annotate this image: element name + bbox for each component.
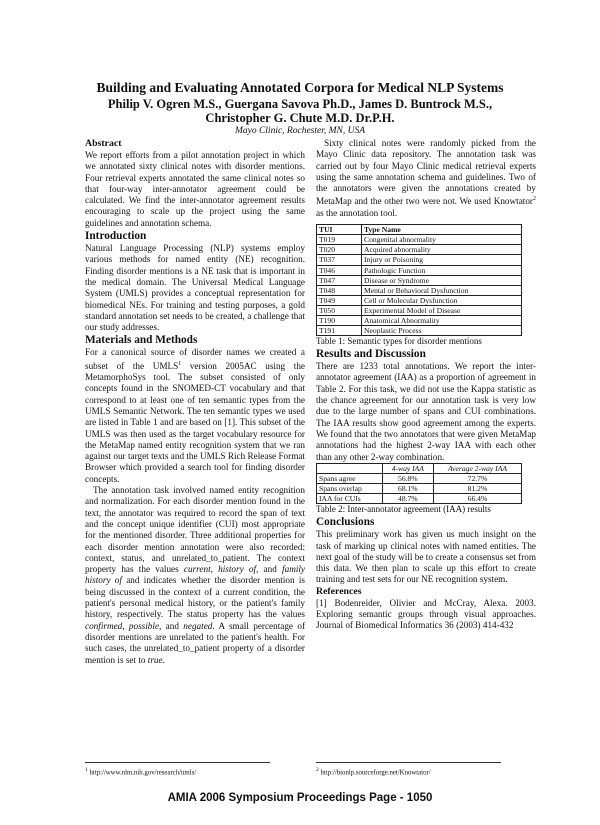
table-cell: Pathologic Function: [362, 265, 522, 275]
table-cell: T191: [317, 326, 362, 336]
table-cell: T049: [317, 295, 362, 305]
table-cell: T050: [317, 305, 362, 315]
table-cell: T037: [317, 255, 362, 265]
author-list: Philip V. Ogren M.S., Guergana Savova Ph.D., James D. Buntrock M.S., Christopher G. Chute M.D. Dr.P.H.: [107, 97, 493, 125]
table-header-cell: TUI: [317, 225, 362, 235]
table-row: [317, 265, 522, 275]
table-row: [317, 326, 522, 336]
table1-caption: Table 1: Semantic types for disorder mentions: [316, 336, 482, 347]
table-header-row: [317, 463, 522, 473]
table-cell: Mental or Behavioral Dysfunction: [362, 285, 522, 295]
table-row: [317, 275, 522, 285]
table-cell: 81.2%: [433, 484, 521, 494]
table-cell: Neoplastic Process: [362, 326, 522, 336]
table-cell: Experimental Model of Disease: [362, 305, 522, 315]
table-header-cell: Type Name: [362, 225, 522, 235]
table-header-row: [317, 225, 522, 235]
table-row: [317, 295, 522, 305]
table-cell: T046: [317, 265, 362, 275]
conclusions-heading: Conclusions: [316, 516, 375, 529]
table-cell: T019: [317, 235, 362, 245]
abstract-text: We report efforts from a pilot annotation project in which we annotated sixty clinical notes with disorder mentions. Four retrieval experts annotated the same clinical notes so that four-way inter-annotator agreement could be calculated. We find the inter-annotator agreement results encouraging to scale up the project using the same guidelines and annotation schema.: [85, 150, 305, 228]
table-header-cell: [317, 463, 383, 473]
introduction-text: Natural Language Processing (NLP) systems employ various methods for named entity (NE) recognition. Finding disorder mentions is a NE task that is important in the medical domain. The Universal Medical Language System (UMLS) provides a conceptual representation for biomedical NEs. For training and testing purposes, a gold standard annotation set needs to be created, a challenge that our study addresses.: [85, 243, 305, 333]
table-cell: Cell or Molecular Dysfunction: [362, 295, 522, 305]
table-cell: Acquired abnormality: [362, 245, 522, 255]
affiliation: Mayo Clinic, Rochester, MN, USA: [234, 126, 366, 136]
table-cell: Congenital abnormality: [362, 235, 522, 245]
table-row: [317, 285, 522, 295]
table-row: [317, 235, 522, 245]
footnote-ref-1: 1: [178, 360, 182, 367]
table-cell: IAA for CUIs: [317, 494, 383, 504]
results-text: There are 1233 total annotations. We report the inter-annotator agreement (IAA) as a proportion of agreement in Table 2. For this task, we did not use the Kappa statistic as the chance agreement for our annotation task is very low due to the large number of spans and CUI combinations. The IAA results show good agreement among the experts. We found that the two annotators that were given MetaMap annotations had the highest 2-way IAA with each other than any other 2-way combination.: [316, 361, 536, 462]
methods-paragraph-1: For a canonical source of disorder names we created a subset of the UMLS$^1$ version 2005AC using the MetamorphoSys tool. The subset consisted of only concepts found in the SNOMED-CT vocabulary and that correspond to at least one of ten semantic types from the UMLS Semantic Network. The ten semantic types we used are listed in Table 1 and are based on [1]. This subset of the UMLS was then used as the target vocabulary resource for the MetaMap named entity recognition system that we ran against our target texts and the UMLS Rich Release Format Browser which provided a search tool for finding disorder concepts.: [85, 347, 305, 484]
page-footer: AMIA 2006 Symposium Proceedings Page - 1050: [167, 792, 433, 804]
table-row: [317, 305, 522, 315]
reference-item: [1] Bodenreider, Olivier and McCray, Alexa. 2003. Exploring semantic groups through visual approaches. Journal of Biomedical Informatics 36 (2003) 414-432: [316, 597, 536, 631]
table-cell: T020: [317, 245, 362, 255]
table-row: [317, 255, 522, 265]
table-cell: Injury or Poisoning: [362, 255, 522, 265]
table-cell: T047: [317, 275, 362, 285]
table-cell: T190: [317, 315, 362, 325]
table-cell: 56.8%: [382, 473, 433, 483]
table-row: [317, 473, 522, 483]
table-row: [317, 315, 522, 325]
table-cell: Anatomical Abnormality: [362, 315, 522, 325]
conclusions-text: This preliminary work has given us much insight on the task of marking up clinical notes with named entities. The next goal of the study will be to create a consensus set from this data. We then plan to scale up this effort to create training and test sets for our NE recognition system.: [316, 529, 536, 585]
paper-title: Building and Evaluating Annotated Corpora for Medical NLP Systems: [96, 80, 504, 95]
footnote-ref-2: 2: [533, 196, 536, 203]
table-header-cell: Average 2-way IAA: [433, 463, 521, 473]
table-cell: 72.7%: [433, 473, 521, 483]
table-cell: 66.4%: [433, 494, 521, 504]
table-row: [317, 245, 522, 255]
methods-paragraph-3: Sixty clinical notes were randomly picked from the Mayo Clinic data repository. The annotation task was carried out by four Mayo Clinic medical retrieval experts using the same annotation schema and guidelines. Two of the annotators were given the annotations created by MetaMap and the other two were not. We used Knowtator$^2$ as the annotation tool.: [316, 138, 536, 218]
methods-heading: Materials and Methods: [85, 334, 198, 347]
right-column: [316, 138, 536, 632]
table-header-cell: 4-way IAA: [382, 463, 433, 473]
semantic-types-table: [316, 224, 522, 336]
results-heading: Results and Discussion: [316, 348, 426, 361]
table2-caption: Table 2: Inter-annotator agreement (IAA) results: [316, 504, 491, 515]
table-row: [317, 484, 522, 494]
table-cell: T048: [317, 285, 362, 295]
left-column: [85, 138, 305, 666]
introduction-heading: Introduction: [85, 230, 147, 243]
references-heading: References: [316, 585, 362, 597]
methods-paragraph-2: The annotation task involved named entity recognition and normalization. For each disorder mention found in the text, the annotator was required to record the span of text and the concept unique identifier (CUI) most appropriate for the mentioned disorder. Three additional properties for each disorder mention annotation were also recorded: context, status, and unrelated_to_patient. The context property has the values current, history of, and family history of and indicates whether the disorder mention is being discussed in the context of a current condition, the patient's personal medical history, or the patient's family history, respectively. The status property has the values confirmed, possible, and negated. A small percentage of disorder mentions are unrelated to the patient's health. For such cases, the unrelated_to_patient property of a disorder mention is set to true.: [85, 485, 306, 665]
footnote-2: $^2$ http://bionlp.sourceforge.net/Knowtator/: [316, 762, 501, 776]
table-cell: Spans overlap: [317, 484, 383, 494]
abstract-heading: Abstract: [85, 138, 122, 149]
table-cell: Spans agree: [317, 473, 383, 483]
table-cell: 48.7%: [382, 494, 433, 504]
iaa-results-table: [316, 463, 522, 504]
table-row: [317, 494, 522, 504]
table-cell: Disease or Syndrome: [362, 275, 522, 285]
table-cell: 68.1%: [382, 484, 433, 494]
footnote-1: $^1$ http://www.nlm.nih.gov/research/umls/: [85, 762, 270, 776]
